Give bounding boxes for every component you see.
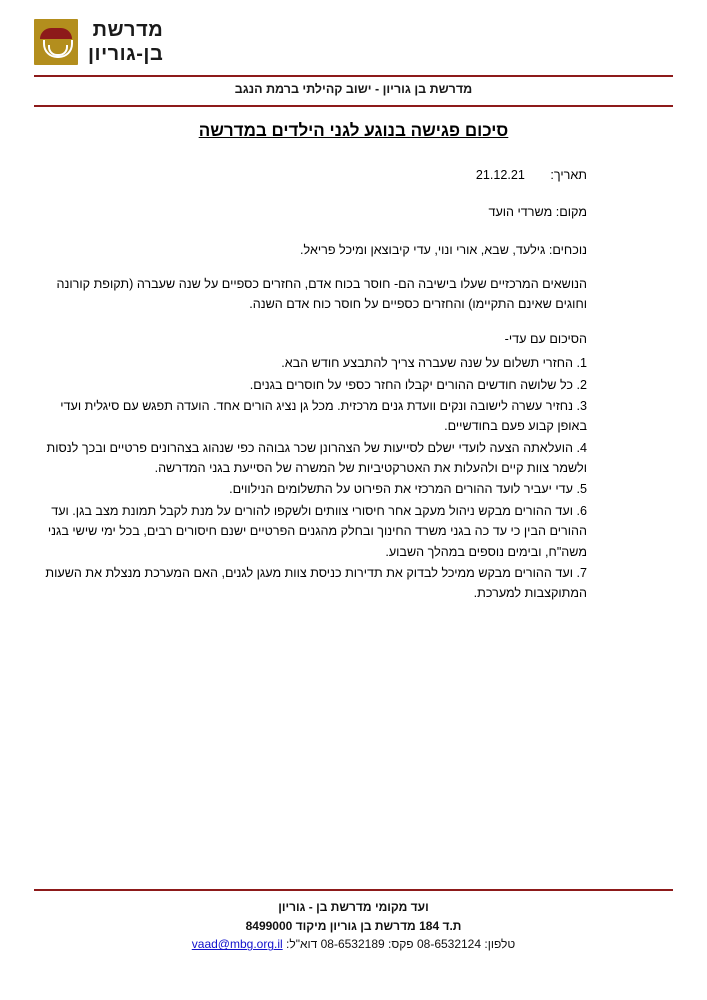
footer-content	[34, 898, 673, 954]
footer-divider	[34, 889, 673, 891]
footer-contact	[34, 935, 673, 954]
list-item-number: 4.	[576, 440, 587, 455]
list-item	[34, 396, 587, 437]
organization-logo	[34, 18, 163, 67]
place-line: מקום: משרדי הועד	[488, 205, 587, 220]
organization-subtitle: מדרשת בן גוריון - ישוב קהילתי ברמת הנגב	[234, 81, 473, 96]
list-item-number: 2.	[576, 377, 587, 392]
email-label: דוא"ל:	[286, 937, 318, 952]
logo-line-1: מדרשת	[92, 19, 164, 41]
list-item-text: החזרי תשלום על שנה שעברה צריך להתבצע חודש הבא.	[281, 356, 573, 371]
list-item-text: כל שלושה חודשים ההורים יקבלו החזר כספי על חוסרים בגנים.	[249, 377, 573, 392]
list-item	[34, 501, 587, 562]
list-item-text: הועלאתה הצעה לועדי ישלם לסייעות של הצהרונן שכר גבוהה כפי שנהוג בצהרונים פרטיים ובכך לנסות ולשמר צוות קיים ולהעלות את האטרקטיביות של המשרה של הסייעת בגני המדרשה.	[46, 440, 587, 476]
summary-list	[34, 353, 587, 604]
list-item-number: 6.	[576, 503, 587, 518]
logo-line-2: בן-גוריון	[88, 43, 164, 66]
fax-label: פקס:	[388, 937, 414, 952]
list-item-text: ועד ההורים מבקש ממיכל לבדוק את תדירות כניסת צוות מעגן לגנים, האם המערכת מנצלת את השעות המתוקצבות למערכת.	[45, 566, 587, 601]
date-line	[34, 165, 587, 185]
letterhead	[0, 0, 707, 71]
page-title: סיכום פגישה בנוגע לגני הילדים במדרשה	[198, 120, 509, 140]
phone-value: 08-6532124	[416, 937, 482, 952]
date-label: תאריך:	[550, 167, 587, 182]
list-item-text: ועד ההורים מבקש ניהול מעקב אחר חיסורי צוותים ולשקפו להורים על מנת לקבל תמונת מצב בגן. ועד ההורים הבין כי עד כה בגני משרד החינוך ובחלק מהגנים הפרטיים ישנם חיסורים רבים, בכל ימי שישי בגני משה"ח, ובימים נוספים במהלך השבוע.	[47, 503, 587, 559]
list-item-text: נחזיר עשרה לישובה ונקים וועדת גנים מרכזית. מכל גן נציג הורים אחד. הועדה תפגש עם סיגלית ועדי באופן קבוע פעם בחודשיים.	[60, 398, 587, 434]
list-item-number: 5.	[576, 482, 587, 497]
list-item	[34, 438, 587, 479]
list-item	[34, 375, 587, 395]
summary-heading: הסיכום עם עדי-	[504, 331, 587, 346]
list-item	[34, 479, 587, 499]
list-item-text: עדי יעביר לועד ההורים המרכזי את הפירוט על התשלומים הנילווים.	[229, 482, 573, 497]
footer-address: ת.ד 184 מדרשת בן גוריון מיקוד 8499000	[245, 918, 462, 933]
email-link[interactable]: vaad@mbg.org.il	[191, 937, 283, 952]
date-value: 21.12.21	[475, 167, 525, 182]
attendees-line: נוכחים: גילעד, שבא, אורי ונוי, עדי קיבוצאן ומיכל פריאל.	[300, 242, 587, 257]
list-item	[34, 353, 587, 373]
page-footer	[0, 889, 707, 954]
footer-org-name: ועד מקומי מדרשת בן - גוריון	[278, 900, 429, 915]
fax-value: 08-6532189	[320, 937, 385, 952]
list-item	[34, 563, 587, 604]
phone-label: טלפון:	[484, 937, 516, 952]
list-item-number: 1.	[576, 356, 587, 371]
list-item-number: 7.	[576, 566, 587, 581]
topics-paragraph: הנושאים המרכזיים שעלו בישיבה הם- חוסר בכוח אדם, החזרים כספיים על שנה שעברה (תקופת קורונה וחוגים שאינם התקיימו) והחזרים כספיים על חוסר כוח אדם השנה.	[56, 276, 587, 312]
logo-text	[88, 18, 163, 67]
list-item-number: 3.	[576, 398, 587, 413]
document-body	[0, 147, 707, 1000]
midrasha-emblem-icon	[34, 19, 78, 65]
